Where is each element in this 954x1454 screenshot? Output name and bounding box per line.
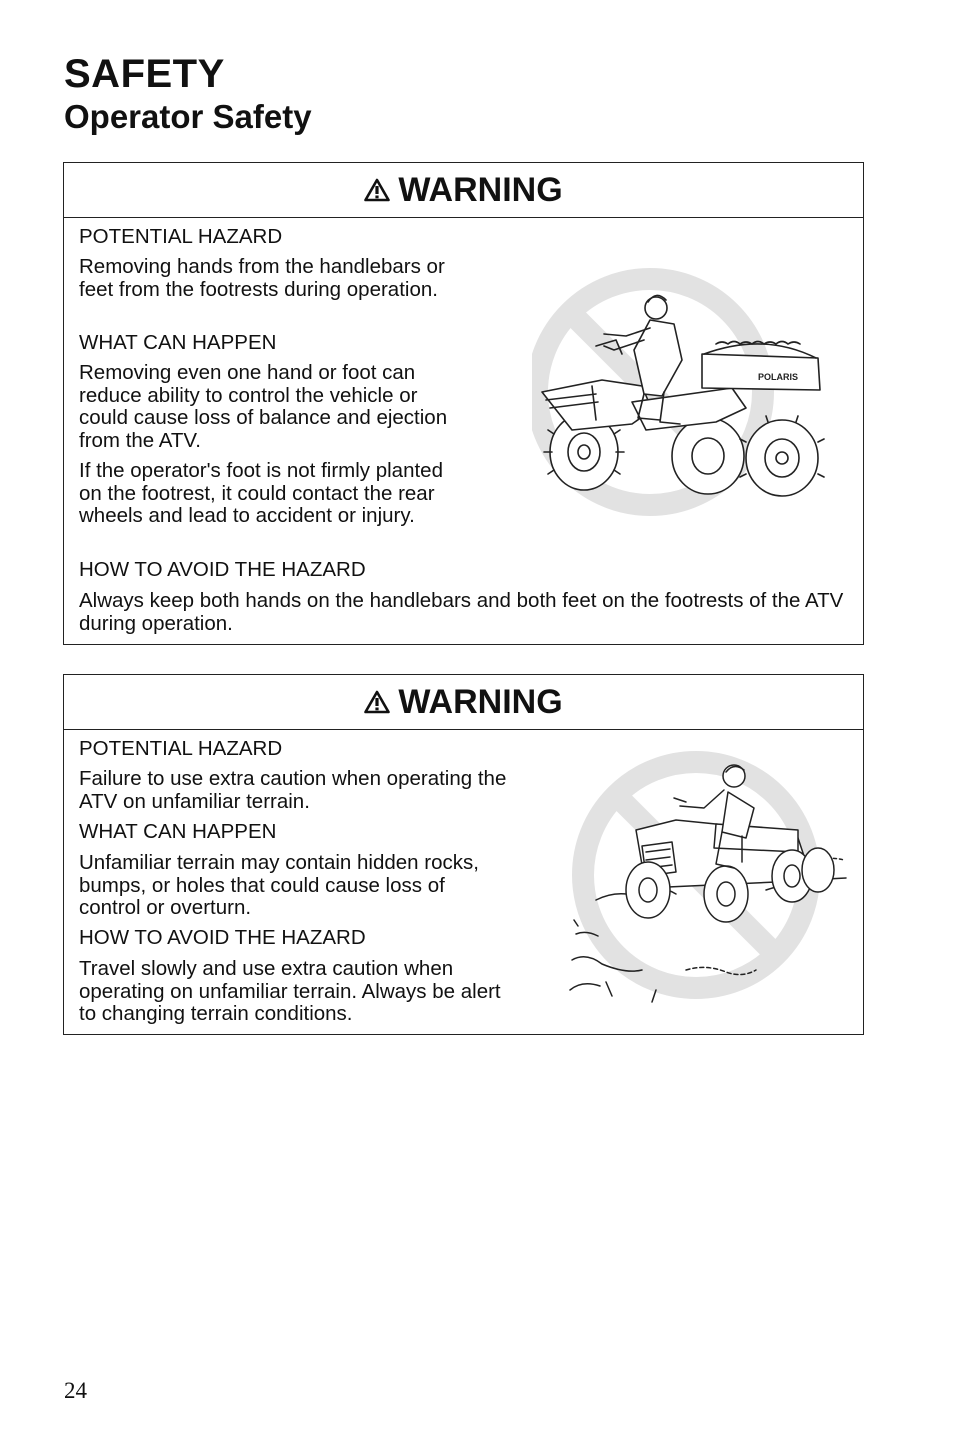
avoid-text: Travel slowly and use extra caution when operating on unfamiliar terrain. Always be alert to changing terrain conditions. xyxy=(79,957,501,1026)
happen-text: Removing even one hand or foot can reduce ability to control the vehicle or could cause loss of balance and ejection from the ATV. xyxy=(79,361,448,452)
avoid-label: HOW TO AVOID THE HAZARD xyxy=(79,926,366,949)
warning-header xyxy=(64,675,863,730)
warning-header xyxy=(64,163,863,218)
happen-label: WHAT CAN HAPPEN xyxy=(79,820,277,843)
warning-triangle-icon xyxy=(364,690,390,714)
subsection-title: Operator Safety xyxy=(64,98,312,135)
section-title: SAFETY xyxy=(64,52,225,96)
warning-triangle-icon xyxy=(364,178,390,202)
warning-title: WARNING xyxy=(398,682,563,721)
warning-title: WARNING xyxy=(398,170,563,209)
happen-text-2: If the operator's foot is not firmly planted on the footrest, it could contact the rear wheels and lead to accident or injury. xyxy=(79,459,443,528)
warning-box-2 xyxy=(63,674,864,1035)
hazard-label: POTENTIAL HAZARD xyxy=(79,225,283,248)
happen-text: Unfamiliar terrain may contain hidden rocks, bumps, or holes that could cause loss of control or overturn. xyxy=(79,851,479,920)
happen-label: WHAT CAN HAPPEN xyxy=(79,331,277,354)
atv-hands-off-illustration xyxy=(532,262,842,522)
hazard-label: POTENTIAL HAZARD xyxy=(79,737,283,760)
hazard-text: Failure to use extra caution when operating the ATV on unfamiliar terrain. xyxy=(79,767,507,813)
atv-terrain-illustration xyxy=(566,750,856,1010)
hazard-text: Removing hands from the handlebars or feet from the footrests during operation. xyxy=(79,255,445,301)
avoid-label: HOW TO AVOID THE HAZARD xyxy=(79,558,366,581)
page-number: 24 xyxy=(64,1378,87,1403)
warning-box-1 xyxy=(63,162,864,645)
avoid-text: Always keep both hands on the handlebars and both feet on the footrests of the ATV during operation. xyxy=(79,589,844,635)
atv-brand-label: POLARIS xyxy=(758,372,799,382)
